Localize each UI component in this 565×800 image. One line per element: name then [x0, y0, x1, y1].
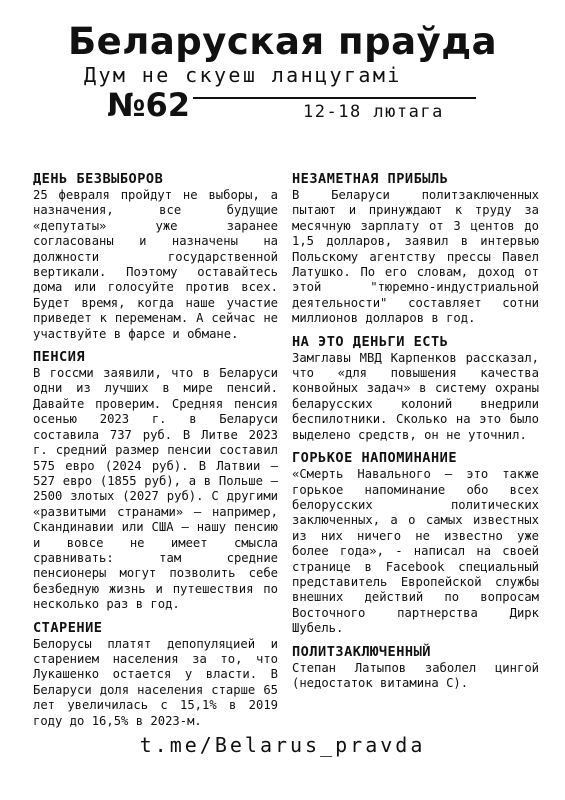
issue-number: №62	[107, 86, 191, 124]
article-heading: ПОЛИТЗАКЛЮЧЕННЫЙ	[292, 643, 431, 660]
article-elections	[33, 170, 278, 342]
masthead-title: Беларуская праўда	[67, 20, 498, 63]
article-pension	[33, 348, 278, 613]
article-prisoner	[292, 643, 539, 692]
article-body: Белорусы платят депопуляцией и старением населения за то, что Лукашенко остается у власти. В Беларуси доля населения старше 65 лет увеличилась с 15,1% в 2019 году до 16,5% в 2023-м.	[33, 636, 278, 728]
article-reminder	[292, 449, 539, 636]
article-body: 25 февраля пройдут не выборы, а назначения, все будущие «депутаты» уже заранее согласованы и назначены на должности государственной вертикали. Поэтому оставайтесь дома или голосуйте против всех. Будет время, когда наше участие приведет к переменам. А сейчас не участвуйте в фарсе и обмане.	[33, 188, 278, 341]
right-column	[292, 170, 539, 697]
issue-dates: 12-18 лютага	[303, 102, 444, 122]
article-profit	[292, 170, 539, 327]
masthead-rule	[193, 97, 476, 99]
article-body: Замглавы МВД Карпенков рассказал, что «для повышения качества конвойных задач» в систему охраны беларусских колоний внедрили беспилотники. Сколько на это было выделено средств, он не уточнил.	[292, 350, 539, 442]
article-heading: ДЕНЬ БЕЗВЫБОРОВ	[33, 171, 164, 187]
telegram-link[interactable]: t.me/Belarus_pravda	[139, 733, 426, 757]
article-aging	[33, 619, 278, 729]
article-money	[292, 333, 539, 443]
left-column	[33, 170, 278, 735]
article-heading: НЕЗАМЕТНАЯ ПРИБЫЛЬ	[292, 171, 449, 187]
article-heading: ПЕНСИЯ	[33, 349, 86, 366]
masthead-slogan: Дум не скуеш ланцугамі	[84, 63, 402, 87]
article-heading: НА ЭТО ДЕНЬГИ ЕСТЬ	[292, 333, 449, 350]
article-body: Степан Латыпов заболел цингой (недостаток витамина С).	[292, 660, 539, 690]
article-body: «Смерть Навального – это также горькое напоминание обо всех белорусских политических заключенных, а о самых известных из них ничего не известно уже более года», - написал на своей странице в Facebook специальный представитель Европейской службы внешних действий по вопросам Восточного партнерства Дирк Шубель.	[292, 467, 539, 636]
article-body: В Беларуси политзаключенных пытают и принуждают к труду за месячную зарплату от 3 центов до 1,5 долларов, заявил в интервью Польскому агентству прессы Павел Латушко. По его словам, доход от этой "тюремно-индустриальной деятельности" составляет сотни миллионов долларов в год.	[292, 188, 539, 326]
article-heading: ГОРЬКОЕ НАПОМИНАНИЕ	[292, 450, 457, 467]
article-body: В госсми заявили, что в Беларуси одни из лучших в мире пенсий. Давайте проверим. Средняя пенсия осенью 2023 г. в Беларуси составила 737 руб. В Литве 2023 г. средний размер пенсии составил 575 евро (2024 руб). В Латвии — 527 евро (1855 руб), а в Польше — 2500 злотых (2027 руб). С другими «развитыми странами» — например, Скандинавии или США — нашу пенсию и вовсе не имеет смысла сравнивать: там средние пенсионеры могут позволить себе безбедную жизнь и путешествия по несколько раз в год.	[33, 366, 278, 612]
article-heading: СТАРЕНИЕ	[33, 619, 103, 636]
